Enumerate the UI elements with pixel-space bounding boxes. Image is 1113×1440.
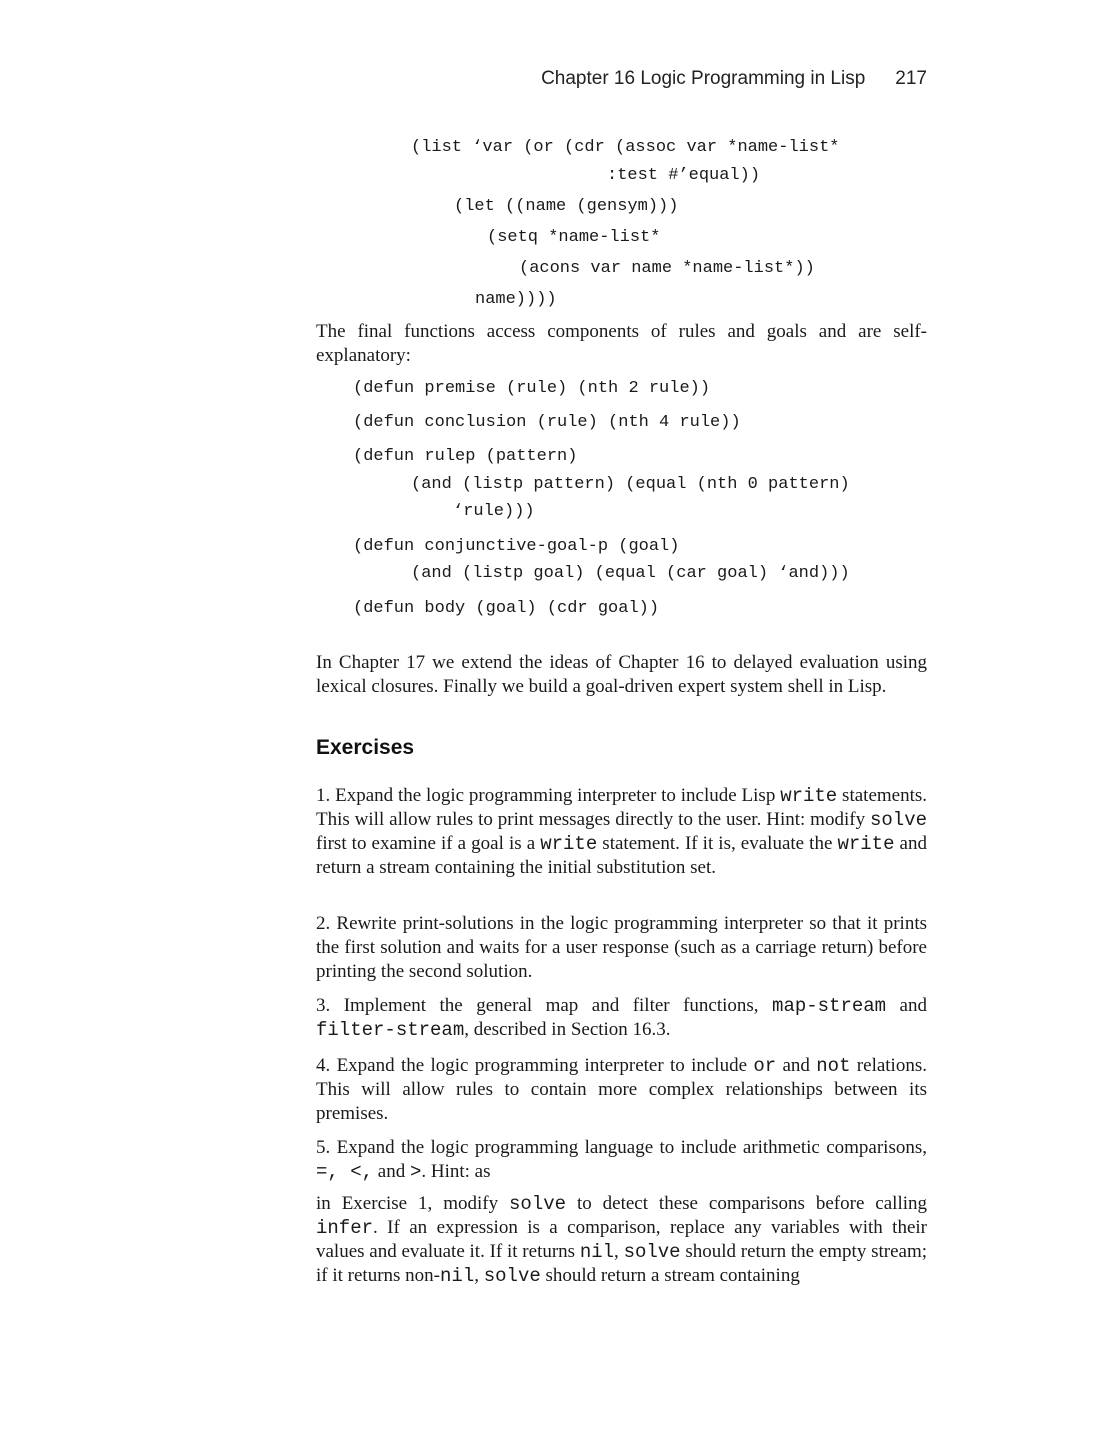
- code-line: (defun conjunctive-goal-p (goal): [353, 537, 680, 556]
- code-term: nil: [579, 1241, 615, 1263]
- text-run: , described in Section 16.3.: [464, 1019, 671, 1040]
- code-term: map-stream: [772, 995, 887, 1017]
- text-run: 4. Expand the logic programming interpreter to include: [316, 1055, 754, 1076]
- code-term: solve: [623, 1241, 681, 1263]
- chapter-title: Chapter 16 Logic Programming in Lisp: [541, 68, 866, 89]
- text-run: and: [886, 995, 927, 1016]
- code-line: (defun body (goal) (cdr goal)): [353, 599, 660, 618]
- code-term: or: [753, 1055, 777, 1077]
- code-term: solve: [509, 1193, 567, 1215]
- text-run: ,: [474, 1265, 484, 1286]
- code-term: nil: [440, 1265, 475, 1287]
- text-run: . If an expression is a comparison, replace any variables with their values and evaluate it. If it returns: [316, 1217, 927, 1262]
- exercise-5-continued: [316, 1192, 927, 1288]
- code-line: (list ‘var (or (cdr (assoc var *name-list*: [411, 138, 840, 157]
- running-header: [541, 68, 927, 90]
- code-term: write: [780, 785, 838, 807]
- text-run: and return a stream containing the initial substitution set.: [316, 833, 927, 878]
- code-line: (defun premise (rule) (nth 2 rule)): [353, 379, 711, 398]
- text-run: and: [776, 1055, 817, 1076]
- code-line: (acons var name *name-list*)): [519, 259, 815, 278]
- code-term: >: [409, 1161, 422, 1183]
- code-line: ‘rule))): [453, 502, 535, 521]
- code-term: filter-stream: [316, 1019, 465, 1041]
- code-line: (and (listp pattern) (equal (nth 0 pattern): [411, 475, 850, 494]
- text-run: in Exercise 1, modify: [316, 1193, 510, 1214]
- code-term: infer: [316, 1217, 374, 1239]
- exercise-5: [316, 1136, 927, 1184]
- chapter-paragraph: In Chapter 17 we extend the ideas of Chapter 16 to delayed evaluation using lexical closures. Finally we build a goal-driven expert system shell in Lisp.: [316, 652, 927, 697]
- text-run: should return the empty stream; if it returns non-: [316, 1241, 928, 1286]
- page-number: 217: [895, 68, 927, 89]
- text-run: statements. This will allow rules to print messages directly to the user. Hint: modify: [316, 785, 928, 830]
- code-line: name)))): [475, 290, 557, 309]
- text-run: 5. Expand the logic programming language to include arithmetic comparisons,: [316, 1137, 927, 1158]
- exercise-3: [316, 994, 927, 1042]
- code-line: (let ((name (gensym))): [454, 197, 679, 216]
- code-line: :test #’equal)): [607, 166, 761, 185]
- text-run: ,: [614, 1241, 624, 1262]
- text-run: relations. This will allow rules to contain more complex relationships between its premises.: [316, 1055, 927, 1124]
- text-run: and: [373, 1161, 410, 1182]
- text-run: 3. Implement the general map and filter functions,: [316, 995, 773, 1016]
- code-term: write: [540, 833, 598, 855]
- code-term: write: [837, 833, 895, 855]
- text-run: 1. Expand the logic programming interpreter to include Lisp: [316, 785, 781, 806]
- code-line: (defun conclusion (rule) (nth 4 rule)): [353, 413, 741, 432]
- code-line: (defun rulep (pattern): [353, 447, 578, 466]
- exercise-4: [316, 1054, 927, 1126]
- intro-paragraph: The final functions access components of rules and goals and are self-explanatory:: [316, 321, 927, 366]
- code-line: (and (listp goal) (equal (car goal) ‘and))): [411, 564, 850, 583]
- text-run: . Hint: as: [421, 1161, 491, 1182]
- code-term: solve: [483, 1265, 541, 1287]
- code-term: solve: [869, 809, 927, 831]
- exercise-1: [316, 784, 927, 880]
- code-term: =, <,: [316, 1161, 374, 1183]
- text-run: to detect these comparisons before calling: [566, 1193, 927, 1214]
- code-term: not: [816, 1055, 851, 1077]
- code-line: (setq *name-list*: [487, 228, 661, 247]
- text-run: statement. If it is, evaluate the: [597, 833, 838, 854]
- text-run: first to examine if a goal is a: [316, 833, 541, 854]
- exercise-2: 2. Rewrite print-solutions in the logic programming interpreter so that it prints the first solution and waits for a user response (such as a carriage return) before printing the second solution.: [316, 913, 927, 982]
- text-run: should return a stream containing: [540, 1265, 800, 1286]
- exercises-heading: Exercises: [316, 736, 415, 759]
